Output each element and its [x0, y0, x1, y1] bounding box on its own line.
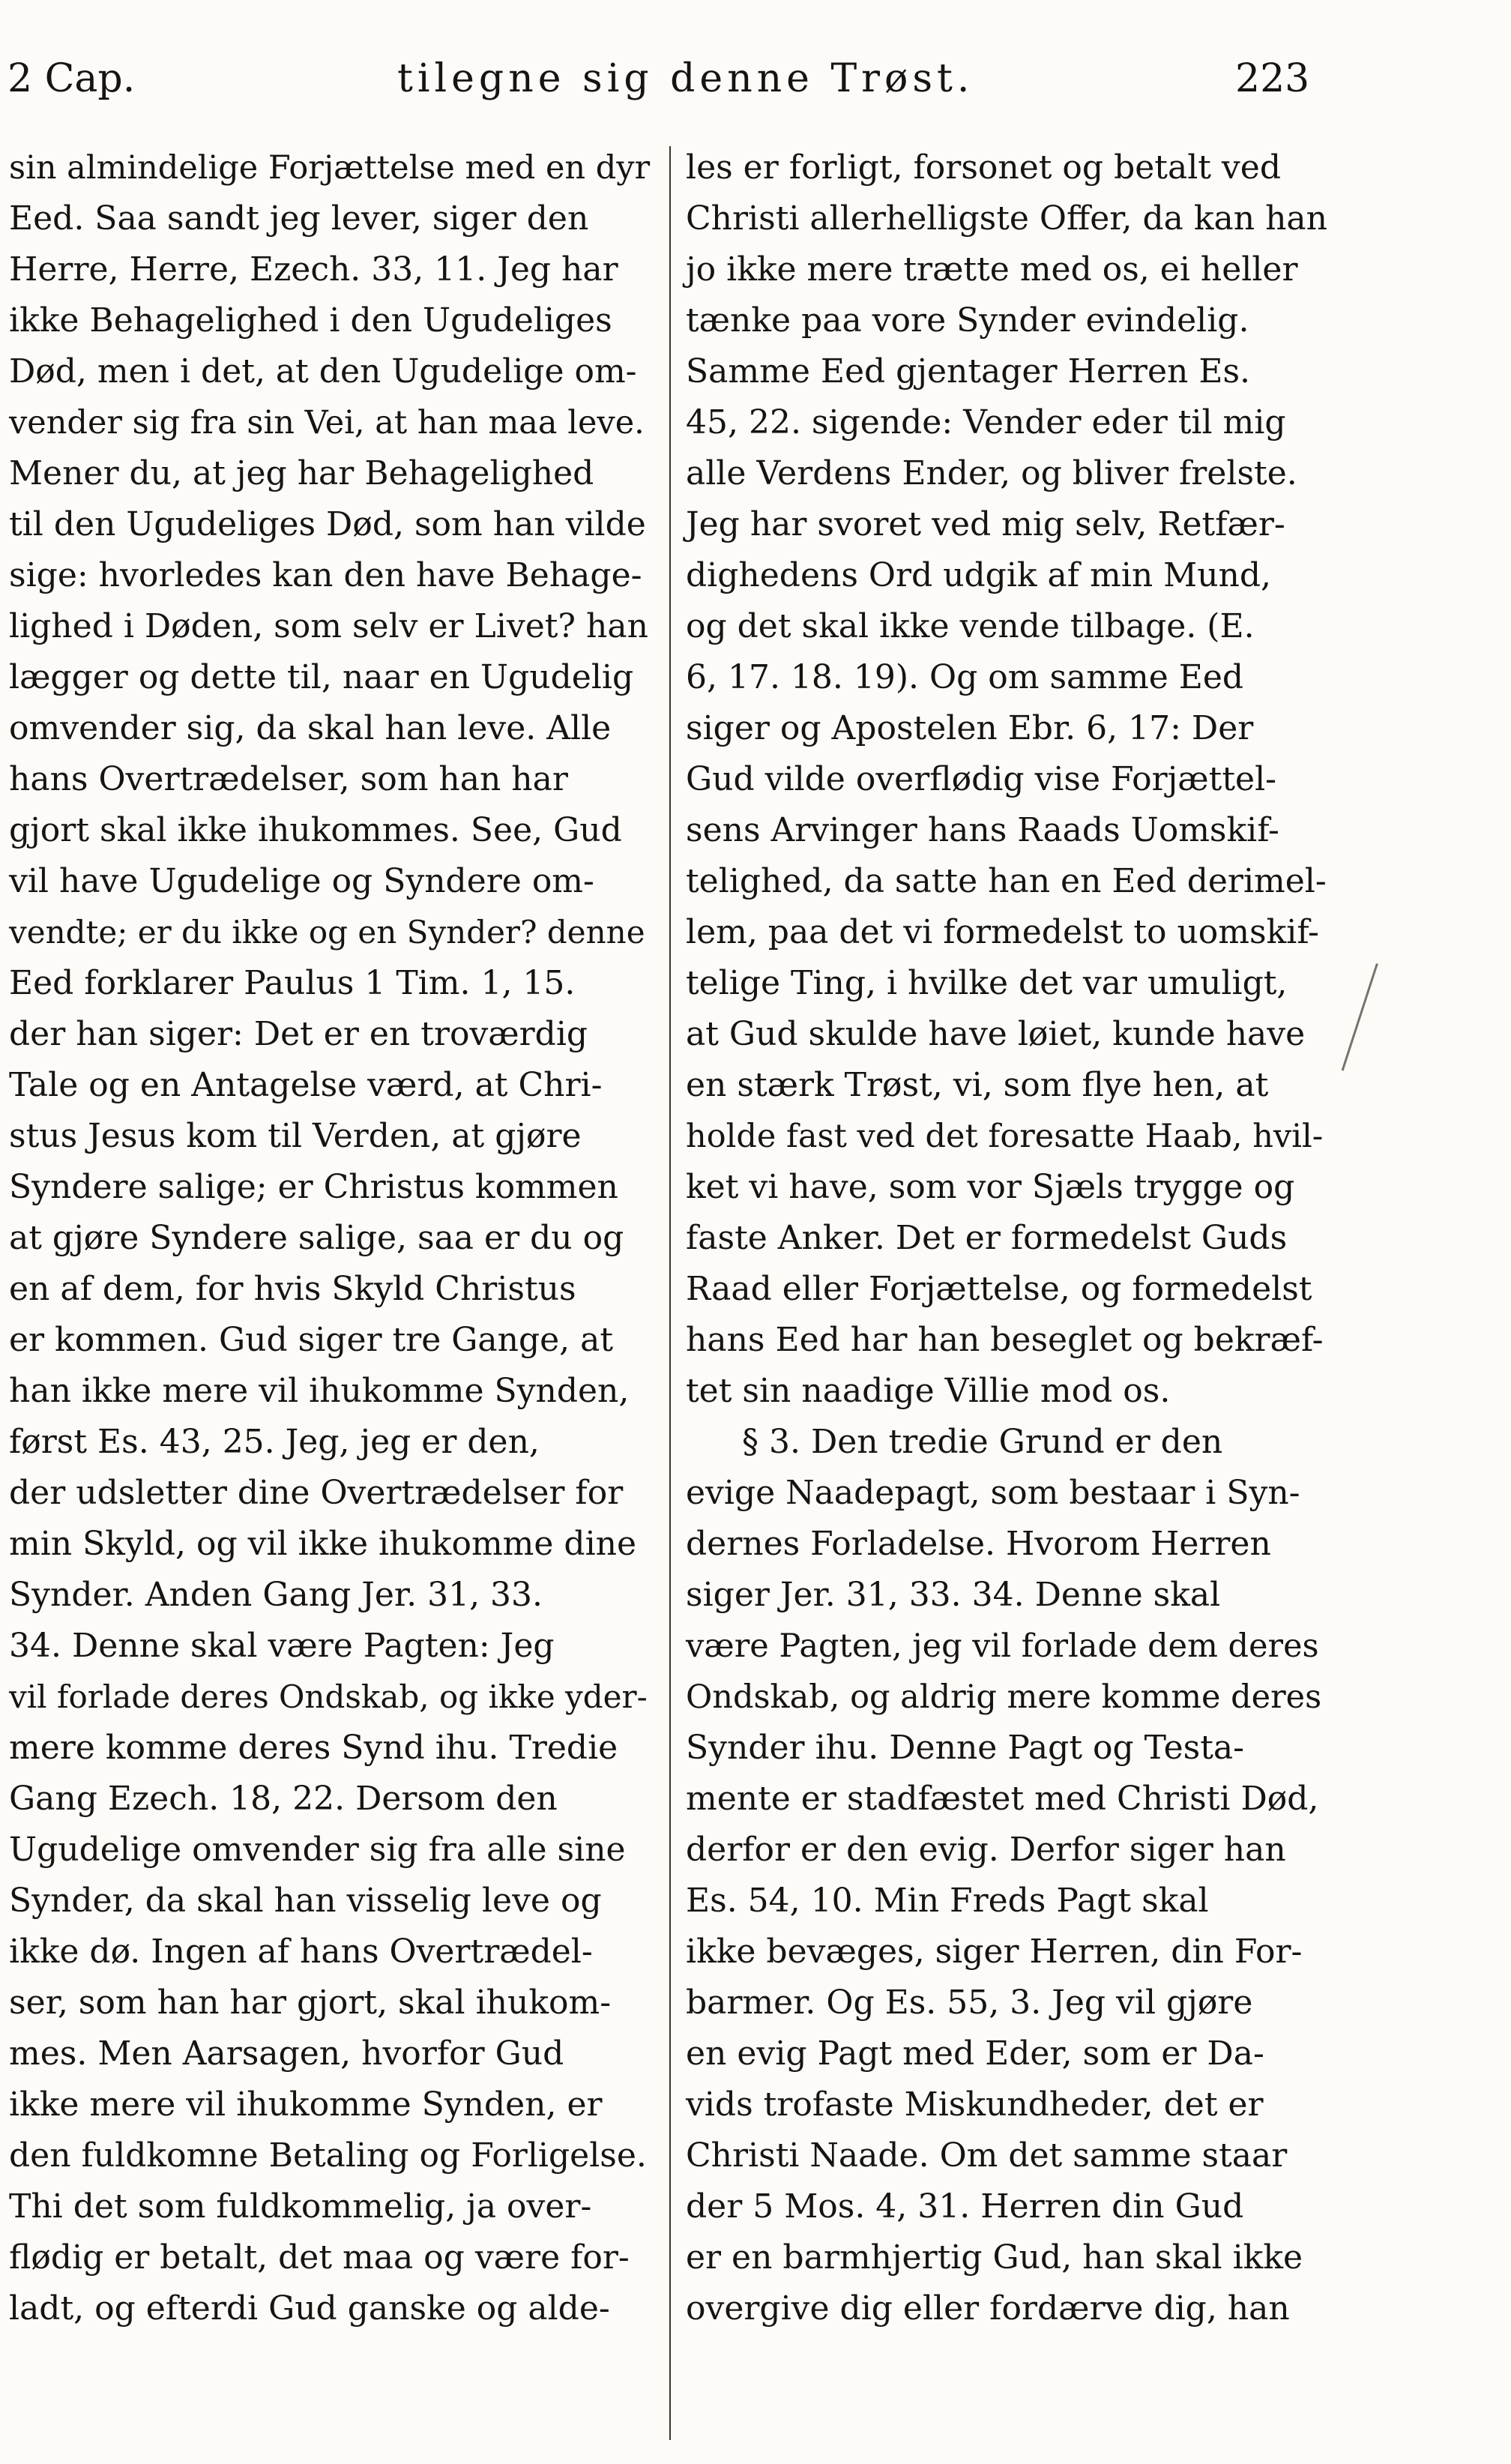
text-line: er kommen. Gud siger tre Gange, at [9, 1321, 614, 1359]
text-line: tænke paa vore Synder evindelig. [686, 301, 1249, 340]
text-line: vender sig fra sin Vei, at han maa leve. [9, 404, 645, 442]
left-text-column [9, 142, 654, 2334]
text-line: lighed i Døden, som selv er Livet? han [9, 607, 648, 645]
text-line: Thi det som fuldkommelig, ja over- [9, 2187, 592, 2226]
text-line: lem, paa det vi formedelst to uomskif- [686, 913, 1319, 951]
text-line: ikke bevæges, siger Herren, din For- [686, 1933, 1303, 1971]
running-title: tilegne sig denne Trøst. [397, 56, 974, 101]
running-header [0, 45, 1511, 112]
text-line: og det skal ikke vende tilbage. (E. [686, 607, 1255, 645]
text-line: ikke Behagelighed i den Ugudeliges [9, 301, 612, 340]
text-line: den fuldkomne Betaling og Forligelse. [9, 2136, 647, 2175]
text-line: sin almindelige Forjættelse med en dyr [9, 149, 651, 187]
text-line: vids trofaste Miskundheder, det er [686, 2085, 1264, 2124]
text-line: der han siger: Det er en troværdig [9, 1015, 588, 1053]
text-line: Gang Ezech. 18, 22. Dersom den [9, 1780, 558, 1818]
text-line: 45, 22. sigende: Vender eder til mig [686, 403, 1286, 442]
text-line: en stærk Trøst, vi, som flye hen, at [686, 1066, 1269, 1104]
text-line: vil have Ugudelige og Syndere om- [9, 862, 594, 900]
text-line: Jeg har svoret ved mig selv, Retfær- [686, 505, 1285, 543]
text-line: 34. Denne skal være Pagten: Jeg [9, 1627, 555, 1665]
text-line: mes. Men Aarsagen, hvorfor Gud [9, 2034, 564, 2073]
text-line: ket vi have, som vor Sjæls trygge og [686, 1168, 1295, 1206]
text-line: Ondskab, og aldrig mere komme deres [686, 1678, 1322, 1716]
text-line: jo ikke mere trætte med os, ei heller [686, 250, 1298, 289]
text-line: ladt, og efterdi Gud ganske og alde- [9, 2289, 610, 2328]
text-line: mente er stadfæstet med Christi Død, [686, 1780, 1319, 1818]
chapter-label: 2 Cap. [7, 56, 136, 101]
text-line: Samme Eed gjentager Herren Es. [686, 352, 1251, 391]
text-line: stus Jesus kom til Verden, at gjøre [9, 1117, 582, 1155]
text-line: ser, som han har gjort, skal ihukom- [9, 1983, 612, 2022]
text-line: lægger og dette til, naar en Ugudelig [9, 658, 634, 696]
text-line: Es. 54, 10. Min Freds Pagt skal [686, 1882, 1209, 1920]
text-line: Eed. Saa sandt jeg lever, siger den [9, 199, 589, 238]
text-line: telige Ting, i hvilke det var umuligt, [686, 964, 1288, 1002]
text-line: Syndere salige; er Christus kommen [9, 1168, 618, 1206]
text-line: vil forlade deres Ondskab, og ikke yder- [9, 1678, 648, 1715]
text-line: sens Arvinger hans Raads Uomskif- [686, 811, 1279, 849]
text-line: § 3. Den tredie Grund er den [742, 1423, 1223, 1461]
text-line: Synder. Anden Gang Jer. 31, 33. [9, 1576, 543, 1614]
text-line: Tale og en Antagelse værd, at Chri- [9, 1066, 603, 1104]
text-line: der 5 Mos. 4, 31. Herren din Gud [686, 2187, 1244, 2226]
text-line: Synder ihu. Denne Pagt og Testa- [686, 1729, 1244, 1767]
text-line: Død, men i det, at den Ugudelige om- [9, 352, 637, 391]
text-line: er en barmhjertig Gud, han skal ikke [686, 2238, 1303, 2277]
text-line: tet sin naadige Villie mod os. [686, 1372, 1171, 1410]
text-line: sige: hvorledes kan den have Behage- [9, 556, 642, 594]
text-line: at gjøre Syndere salige, saa er du og [9, 1219, 624, 1257]
text-line: flødig er betalt, det maa og være for- [9, 2238, 630, 2277]
text-line: siger Jer. 31, 33. 34. Denne skal [686, 1576, 1221, 1614]
text-line: mere komme deres Synd ihu. Tredie [9, 1729, 618, 1767]
text-line: han ikke mere vil ihukomme Synden, [9, 1372, 630, 1410]
text-line: først Es. 43, 25. Jeg, jeg er den, [9, 1423, 540, 1461]
text-line: holde fast ved det foresatte Haab, hvil- [686, 1118, 1324, 1155]
text-line: Synder, da skal han visselig leve og [9, 1882, 602, 1920]
text-line: ikke mere vil ihukomme Synden, er [9, 2085, 603, 2124]
text-line: hans Overtrædelser, som han har [9, 760, 568, 798]
text-line: Christi allerhelligste Offer, da kan han [686, 199, 1327, 238]
text-line: en evig Pagt med Eder, som er Da- [686, 2034, 1264, 2073]
text-line: til den Ugudeliges Død, som han vilde [9, 505, 646, 543]
text-line: en af dem, for hvis Skyld Christus [9, 1270, 576, 1308]
text-line: derfor er den evig. Derfor siger han [686, 1831, 1286, 1869]
text-line: at Gud skulde have løiet, kunde have [686, 1015, 1306, 1053]
text-line: evige Naadepagt, som bestaar i Syn- [686, 1474, 1300, 1512]
text-line: min Skyld, og vil ikke ihukomme dine [9, 1525, 637, 1563]
pencil-mark [1342, 963, 1378, 1071]
text-line: Ugudelige omvender sig fra alle sine [9, 1831, 626, 1869]
text-line: Herre, Herre, Ezech. 33, 11. Jeg har [9, 250, 618, 289]
text-line: les er forligt, forsonet og betalt ved [686, 148, 1281, 187]
text-line: Eed forklarer Paulus 1 Tim. 1, 15. [9, 964, 576, 1002]
text-line: hans Eed har han beseglet og bekræf- [686, 1321, 1324, 1359]
text-line: vendte; er du ikke og en Synder? denne [9, 914, 645, 951]
text-line: omvender sig, da skal han leve. Alle [9, 709, 612, 747]
text-line: Mener du, at jeg har Behagelighed [9, 454, 594, 493]
text-line: faste Anker. Det er formedelst Guds [686, 1219, 1288, 1257]
text-line: Gud vilde overflødig vise Forjættel- [686, 760, 1277, 798]
text-line: barmer. Og Es. 55, 3. Jeg vil gjøre [686, 1983, 1253, 2022]
text-line: telighed, da satte han en Eed derimel- [686, 862, 1327, 900]
text-line: siger og Apostelen Ebr. 6, 17: Der [686, 709, 1254, 747]
text-line: Raad eller Forjættelse, og formedelst [686, 1270, 1312, 1308]
text-line: være Pagten, jeg vil forlade dem deres [686, 1627, 1319, 1665]
text-line: alle Verdens Ender, og bliver frelste. [686, 454, 1297, 493]
text-line: 6, 17. 18. 19). Og om samme Eed [686, 658, 1244, 696]
column-divider [669, 146, 671, 2440]
page-number: 223 [1235, 56, 1310, 101]
text-line: ikke dø. Ingen af hans Overtrædel- [9, 1933, 593, 1971]
text-line: dighedens Ord udgik af min Mund, [686, 556, 1272, 594]
right-text-column [686, 142, 1330, 2334]
text-line: overgive dig eller fordærve dig, han [686, 2289, 1290, 2328]
text-line: gjort skal ikke ihukommes. See, Gud [9, 811, 622, 849]
text-line: dernes Forladelse. Hvorom Herren [686, 1525, 1271, 1563]
text-line: Christi Naade. Om det samme staar [686, 2136, 1288, 2175]
text-line: der udsletter dine Overtrædelser for [9, 1474, 624, 1512]
